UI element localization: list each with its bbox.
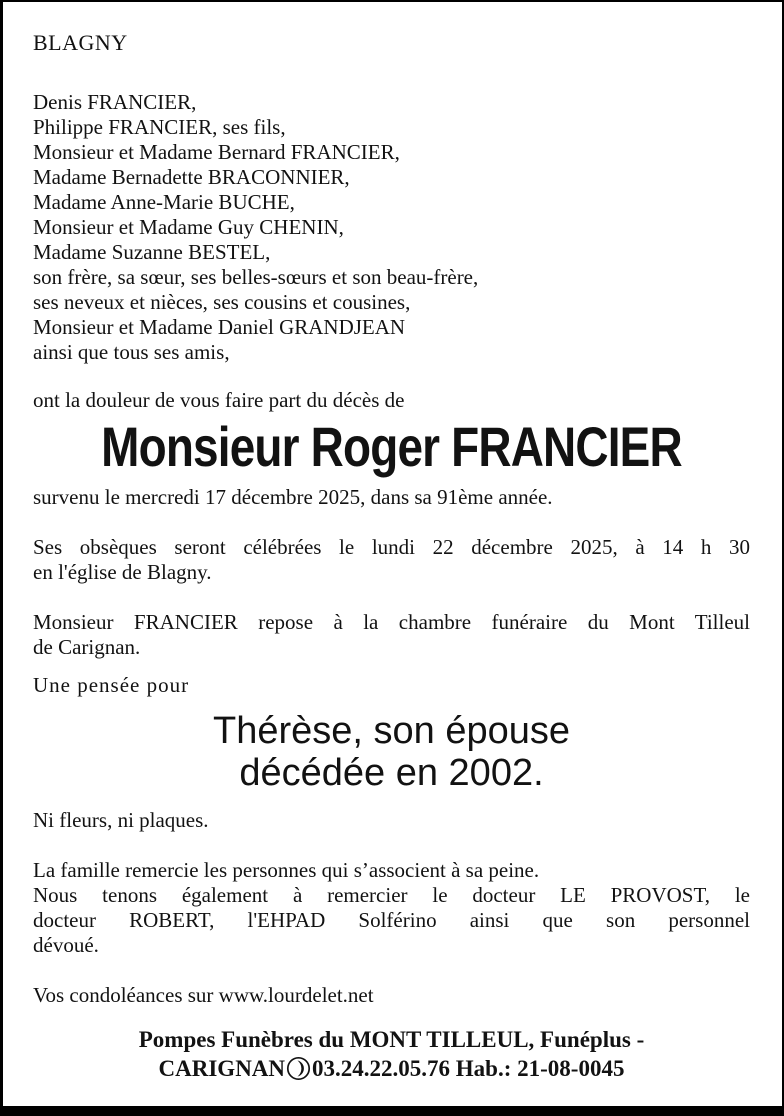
footer-phone: 03.24.22.05.76 — [312, 1056, 451, 1081]
footer-line: Pompes Funèbres du MONT TILLEUL, Funéplus - — [138, 1027, 645, 1052]
repose-line: de Carignan. — [33, 635, 141, 659]
tribute-block — [33, 710, 750, 794]
ceremony-line: Ses obsèques seront célébrées le lundi 22 décembre 2025, à 14 h 30 — [33, 535, 750, 559]
family-line: Madame Bernadette BRACONNIER, — [33, 165, 350, 189]
thanks-line: La famille remercie les personnes qui s’associent à sa peine. — [33, 858, 540, 882]
family-line: Monsieur et Madame Guy CHENIN, — [33, 215, 344, 239]
thanks-line: dévoué. — [33, 933, 99, 957]
flowers-note: Ni fleurs, ni plaques. — [33, 808, 209, 832]
phone-icon — [286, 1056, 311, 1088]
funeral-home-footer — [33, 1025, 750, 1088]
thanks-line: docteur ROBERT, l'EHPAD Solférino ainsi que son personnel — [33, 908, 750, 932]
family-line: ainsi que tous ses amis, — [33, 340, 230, 364]
family-line: ses neveux et nièces, ses cousins et cousines, — [33, 290, 411, 314]
footer-habilitation: Hab.: 21-08-0045 — [455, 1056, 625, 1081]
family-list — [33, 90, 750, 365]
ceremony-paragraph — [33, 535, 750, 585]
ceremony-line: en l'église de Blagny. — [33, 560, 212, 584]
tribute-line: décédée en 2002. — [239, 752, 544, 794]
thought-intro: Une pensée pour — [33, 673, 190, 697]
city-heading: BLAGNY — [33, 30, 128, 55]
family-line: Monsieur et Madame Bernard FRANCIER, — [33, 140, 400, 164]
family-line: Madame Suzanne BESTEL, — [33, 240, 271, 264]
family-line: Denis FRANCIER, — [33, 90, 197, 114]
tribute-line: Thérèse, son épouse — [212, 710, 570, 752]
footer-company-city: CARIGNAN — [158, 1056, 286, 1081]
repose-line: Monsieur FRANCIER repose à la chambre funéraire du Mont Tilleul — [33, 610, 750, 634]
family-line: son frère, sa sœur, ses belles-sœurs et son beau-frère, — [33, 265, 479, 289]
announcement-text: ont la douleur de vous faire part du décès de — [33, 388, 405, 412]
family-line: Monsieur et Madame Daniel GRANDJEAN — [33, 315, 406, 339]
deceased-name: Monsieur Roger FRANCIER — [101, 415, 682, 478]
footer-line — [33, 1054, 750, 1088]
death-details: survenu le mercredi 17 décembre 2025, dans sa 91ème année. — [33, 485, 553, 509]
family-line: Madame Anne-Marie BUCHE, — [33, 190, 295, 214]
thanks-paragraph — [33, 858, 750, 958]
condolences-text: Vos condoléances sur www.lourdelet.net — [33, 983, 374, 1007]
repose-paragraph — [33, 610, 750, 660]
family-line: Philippe FRANCIER, ses fils, — [33, 115, 286, 139]
thanks-line: Nous tenons également à remercier le docteur LE PROVOST, le — [33, 883, 750, 907]
